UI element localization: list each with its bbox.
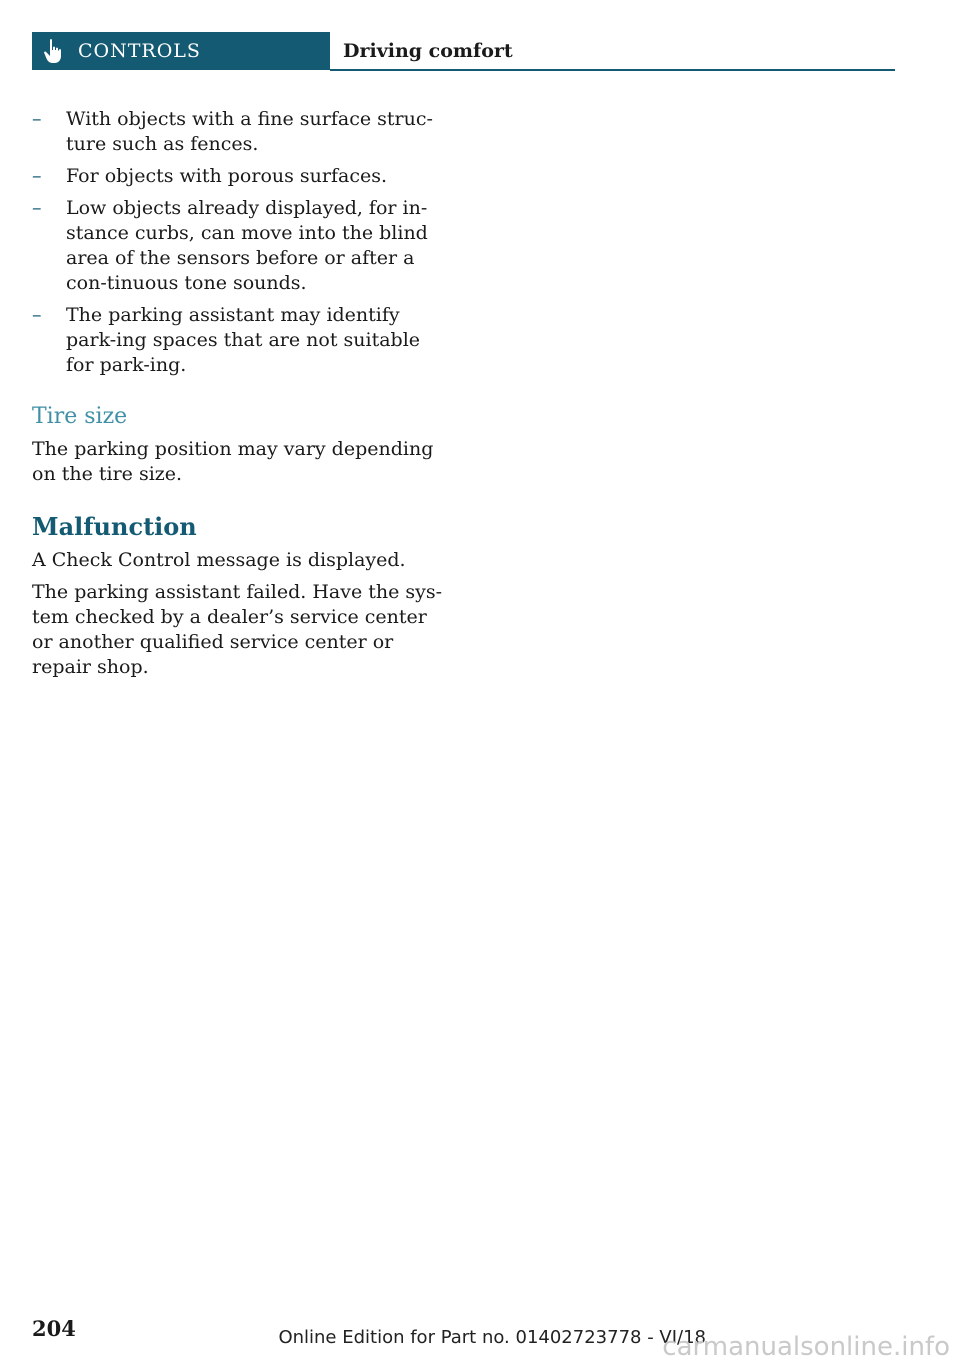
malfunction-paragraph: The parking assistant failed. Have the sys-tem checked by a dealer’s service center or another qualified service center or repair shop. bbox=[32, 581, 443, 678]
malfunction-heading: Malfunction bbox=[32, 512, 197, 541]
dash-marker: – bbox=[32, 165, 42, 187]
malfunction-paragraph: A Check Control message is displayed. bbox=[32, 549, 406, 571]
section-label: CONTROLS bbox=[78, 40, 201, 62]
list-item-text: The parking assistant may identify park-ing spaces that are not suitable for park-ing. bbox=[66, 304, 421, 376]
list-item bbox=[32, 164, 452, 189]
page-header bbox=[32, 32, 895, 70]
dash-marker: – bbox=[32, 304, 42, 326]
chapter-title: Driving comfort bbox=[343, 40, 513, 62]
list-item-text: With objects with a fine surface struc-ture such as fences. bbox=[66, 108, 433, 155]
list-item bbox=[32, 303, 452, 378]
bullet-list bbox=[32, 107, 452, 378]
list-item bbox=[32, 107, 452, 157]
tire-size-text: The parking position may vary depending on the tire size. bbox=[32, 438, 434, 485]
list-item bbox=[32, 196, 452, 296]
dash-marker: – bbox=[32, 197, 42, 219]
watermark: carmanualsonline.info bbox=[662, 1332, 950, 1362]
tire-size-heading: Tire size bbox=[32, 404, 128, 429]
list-item-text: Low objects already displayed, for in-stance curbs, can move into the blind area of the sensors before or after a con-tinuous tone sounds. bbox=[66, 197, 428, 294]
main-column bbox=[32, 107, 452, 687]
pointing-hand-icon bbox=[42, 38, 64, 64]
section-tab bbox=[32, 32, 330, 70]
list-item-text: For objects with porous surfaces. bbox=[66, 165, 388, 187]
page-number: 204 bbox=[32, 1316, 76, 1341]
dash-marker: – bbox=[32, 108, 42, 130]
edition-note: Online Edition for Part no. 01402723778 - VI/18 bbox=[278, 1327, 706, 1348]
